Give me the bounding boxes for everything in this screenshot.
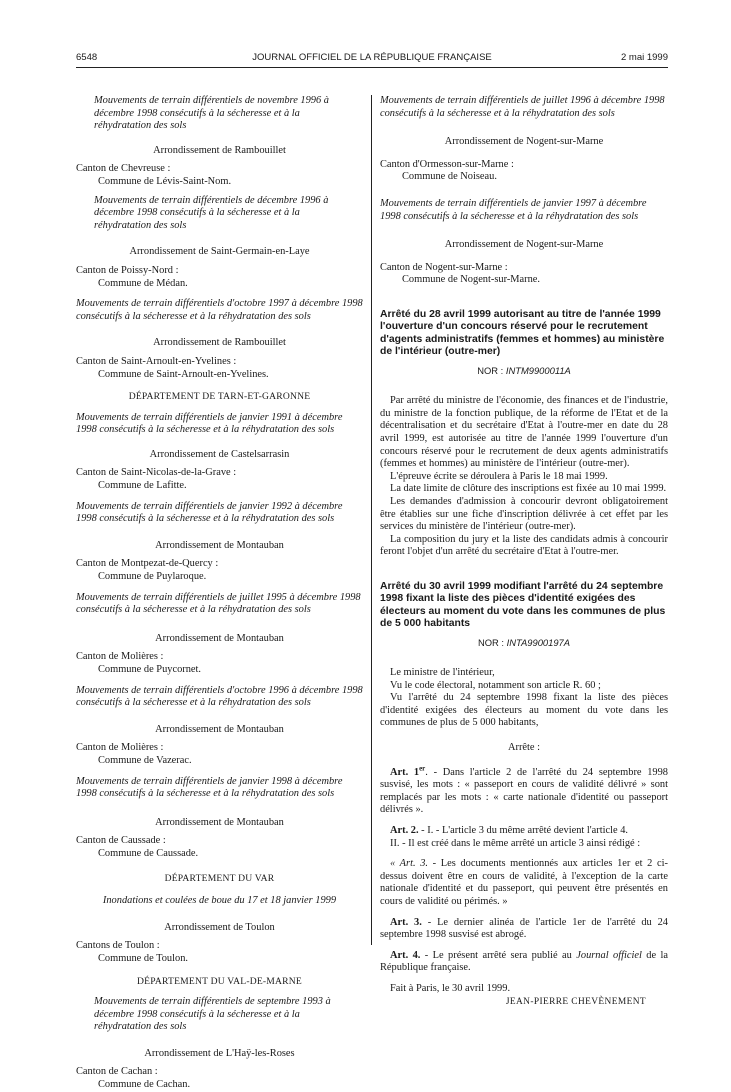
event-heading: Mouvements de terrain différentiels de novembre 1996 à décembre 1998 consécutifs à la sécheresse et à la réhydratation des sols [94, 95, 329, 132]
arrondissement-heading: Arrondissement de Nogent-sur-Marne [444, 136, 604, 148]
decree-paragraph: L'épreuve écrite se déroulera à Paris le 18 mai 1999. [390, 470, 608, 482]
department-heading: DÉPARTEMENT DU VAL-DE-MARNE [137, 975, 302, 987]
arrondissement-heading: Arrondissement de Saint-Germain-en-Laye [129, 246, 310, 258]
decree-title: Arrêté du 30 avril 1999 modifiant l'arrêté du 24 septembre 1998 fixant la liste des pièces d'identité exigées des électeurs au moment du vote dans les communes de plus de 5 000 habitants [380, 580, 666, 630]
article-1 [380, 764, 668, 817]
nor-code: INTM9900011A [505, 364, 571, 376]
column-divider [371, 95, 372, 945]
arrondissement-heading: Arrondissement de Rambouillet [153, 337, 286, 349]
canton-label: Canton de Montpezat-de-Quercy : [76, 558, 219, 570]
article-3-quote [380, 858, 668, 908]
arrondissement-heading: Arrondissement de Nogent-sur-Marne [444, 239, 604, 251]
visa-line: Vu l'arrêté du 24 septembre 1998 fixant la liste des pièces d'identité exigées des électeurs au moment du vote dans les communes de plus de 5 000 habitants, [380, 692, 668, 729]
visa-line: Vu le code électoral, notamment son article R. 60 ; [390, 679, 601, 691]
commune-label: Commune de Cachan. [98, 1079, 191, 1091]
canton-label: Canton de Caussade : [76, 835, 166, 847]
page-number: 6548 [76, 52, 98, 63]
article-label: Art. 3. [390, 916, 422, 928]
decree-paragraph: Par arrêté du ministre de l'économie, des finances et de l'industrie, du ministre de la fonction publique, de la réforme de l'Etat et de la décentralisation et du secrétaire d'Etat à l'outre-mer en date du 28 avril 1999, est autorisée au titre de l'année 1999 l'ouverture d'un concours réservé pour le recrutement de deux agents administratifs (femmes et hommes) au ministère de l'intérieur (outre-mer). [380, 395, 668, 470]
canton-label: Canton de Cachan : [76, 1066, 158, 1078]
article-4 [380, 950, 668, 975]
arrondissement-heading: Arrondissement de Montauban [155, 632, 284, 644]
nor-label: NOR : [477, 636, 504, 648]
commune-label: Commune de Médan. [98, 277, 188, 289]
department-heading: DÉPARTEMENT DU VAR [164, 872, 275, 884]
decree-paragraph: La date limite de clôture des inscriptions est fixée au 10 mai 1999. [390, 483, 667, 495]
nor-reference [380, 637, 668, 650]
canton-label: Canton d'Ormesson-sur-Marne : [380, 158, 514, 170]
canton-label: Canton de Saint-Nicolas-de-la-Grave : [76, 467, 237, 479]
commune-label: Commune de Puycornet. [98, 664, 202, 675]
decree-paragraph: Les demandes d'admission à concourir devront obligatoirement être établies sur une fiche d'inscription délivrée à cet effet par les services du ministère de l'intérieur (outre-mer). [380, 495, 668, 533]
article-text: - Le présent arrêté sera publié au [420, 949, 577, 961]
article-label: Art. 1 [390, 766, 420, 778]
article-label: Art. 2. [390, 825, 419, 837]
arrondissement-heading: Arrondissement de L'Haÿ-les-Roses [144, 1047, 295, 1059]
event-heading: Inondations et coulées de boue du 17 et 18 janvier 1999 [102, 895, 337, 907]
event-heading: Mouvements de terrain différentiels de juillet 1996 à décembre 1998 consécutifs à la sécheresse et à la réhydratation des sols [380, 95, 665, 119]
commune-label: Commune de Nogent-sur-Marne. [402, 274, 541, 286]
nor-code: INTA9900197A [506, 636, 571, 648]
article-text: - Le dernier alinéa de l'article 1er de l'arrêté du 24 septembre 1998 susvisé est abrogé. [380, 916, 668, 941]
arrete-heading: Arrête : [507, 742, 541, 754]
event-heading: Mouvements de terrain différentiels de juillet 1995 à décembre 1998 consécutifs à la sécheresse et à la réhydratation des sols [76, 591, 361, 616]
journal-name: Journal officiel [576, 949, 642, 961]
canton-label: Cantons de Toulon : [76, 940, 160, 952]
nor-label: NOR : [477, 364, 504, 376]
commune-label: Commune de Saint-Arnoult-en-Yvelines. [98, 368, 269, 380]
commune-label: Commune de Puylaroque. [98, 571, 207, 583]
event-heading: Mouvements de terrain différentiels de janvier 1998 à décembre 1998 consécutifs à la sécheresse et à la réhydratation des sols [76, 775, 343, 800]
canton-label: Canton de Molières : [76, 742, 164, 754]
arrondissement-heading: Arrondissement de Toulon [164, 921, 275, 933]
page-header [76, 52, 668, 66]
commune-label: Commune de Noiseau. [402, 171, 497, 183]
canton-label: Canton de Nogent-sur-Marne : [380, 261, 508, 273]
arrondissement-heading: Arrondissement de Castelsarrasin [149, 448, 290, 460]
canton-label: Canton de Poissy-Nord : [76, 264, 179, 276]
decree-paragraph: La composition du jury et la liste des candidats admis à concourir feront l'objet d'un arrêté du secrétaire d'Etat à l'outre-mer. [380, 533, 668, 558]
nor-reference [380, 365, 668, 378]
article-text: . - Dans l'article 2 de l'arrêté du 24 septembre 1998 susvisé, les mots : « passeport en cours de validité délivré » sont remplacés par les mots : « carte nationale d'identité ou passeport délivrés ». [380, 766, 668, 816]
commune-label: Commune de Caussade. [98, 847, 199, 859]
canton-label: Canton de Saint-Arnoult-en-Yvelines : [76, 355, 237, 367]
commune-label: Commune de Lévis-Saint-Nom. [98, 175, 232, 187]
commune-label: Commune de Toulon. [98, 952, 188, 964]
commune-label: Commune de Vazerac. [98, 754, 192, 766]
left-column [76, 95, 363, 1092]
arrondissement-heading: Arrondissement de Montauban [155, 539, 284, 551]
header-rule [76, 67, 668, 68]
article-text: de la République française. [380, 949, 668, 974]
done-at-line: Fait à Paris, le 30 avril 1999. [390, 982, 511, 994]
commune-label: Commune de Lafitte. [98, 480, 187, 492]
canton-label: Canton de Molières : [76, 651, 164, 663]
article-3 [380, 917, 668, 942]
article-2 [380, 825, 668, 838]
right-column [380, 95, 668, 1008]
article-superscript: er [419, 764, 426, 773]
signature: JEAN-PIERRE CHEVÈNEMENT [505, 996, 646, 1007]
event-heading: Mouvements de terrain différentiels d'octobre 1997 à décembre 1998 consécutifs à la sécheresse et à la réhydratation des sols [76, 298, 363, 322]
canton-label: Canton de Chevreuse : [76, 163, 171, 175]
arrondissement-heading: Arrondissement de Montauban [155, 816, 284, 828]
issue-date: 2 mai 1999 [620, 52, 668, 63]
arrondissement-heading: Arrondissement de Montauban [155, 723, 284, 735]
article-text: - I. - L'article 3 du même arrêté devient l'article 4. [418, 825, 629, 837]
article-text: - Les documents mentionnés aux articles 1er et 2 ci-dessus doivent être en cours de validité, à l'exception de la carte nationale d'identité et du passeport, qui peuvent être présentés en cours de validité ou périmés. » [380, 858, 668, 907]
event-heading: Mouvements de terrain différentiels de septembre 1993 à décembre 1998 consécutifs à la sécheresse et à la réhydratation des sols [94, 996, 331, 1033]
arrondissement-heading: Arrondissement de Rambouillet [153, 144, 286, 156]
event-heading: Mouvements de terrain différentiels de décembre 1996 à décembre 1998 consécutifs à la sécheresse et à la réhydratation des sols [94, 194, 329, 231]
decree-title: Arrêté du 28 avril 1999 autorisant au titre de l'année 1999 l'ouverture d'un concours réservé pour le recrutement d'agents administratifs (femmes et hommes) au ministère de l'intérieur (outre-mer) [380, 308, 665, 358]
event-heading: Mouvements de terrain différentiels de janvier 1991 à décembre 1998 consécutifs à la sécheresse et à la réhydratation des sols [76, 411, 343, 436]
event-heading: Mouvements de terrain différentiels de janvier 1992 à décembre 1998 consécutifs à la sécheresse et à la réhydratation des sols [76, 500, 343, 525]
minister-line: Le ministre de l'intérieur, [390, 667, 495, 679]
journal-title: JOURNAL OFFICIEL DE LA RÉPUBLIQUE FRANÇAISE [252, 52, 492, 63]
article-label: « Art. 3. [390, 858, 429, 870]
department-heading: DÉPARTEMENT DE TARN-ET-GARONNE [128, 391, 311, 403]
article-2-ii: II. - Il est créé dans le même arrêté un article 3 ainsi rédigé : [390, 837, 641, 849]
article-label: Art. 4. [390, 949, 421, 961]
event-heading: Mouvements de terrain différentiels de janvier 1997 à décembre 1998 consécutifs à la sécheresse et à la réhydratation des sols [380, 197, 647, 222]
event-heading: Mouvements de terrain différentiels d'octobre 1996 à décembre 1998 consécutifs à la sécheresse et à la réhydratation des sols [76, 684, 363, 709]
